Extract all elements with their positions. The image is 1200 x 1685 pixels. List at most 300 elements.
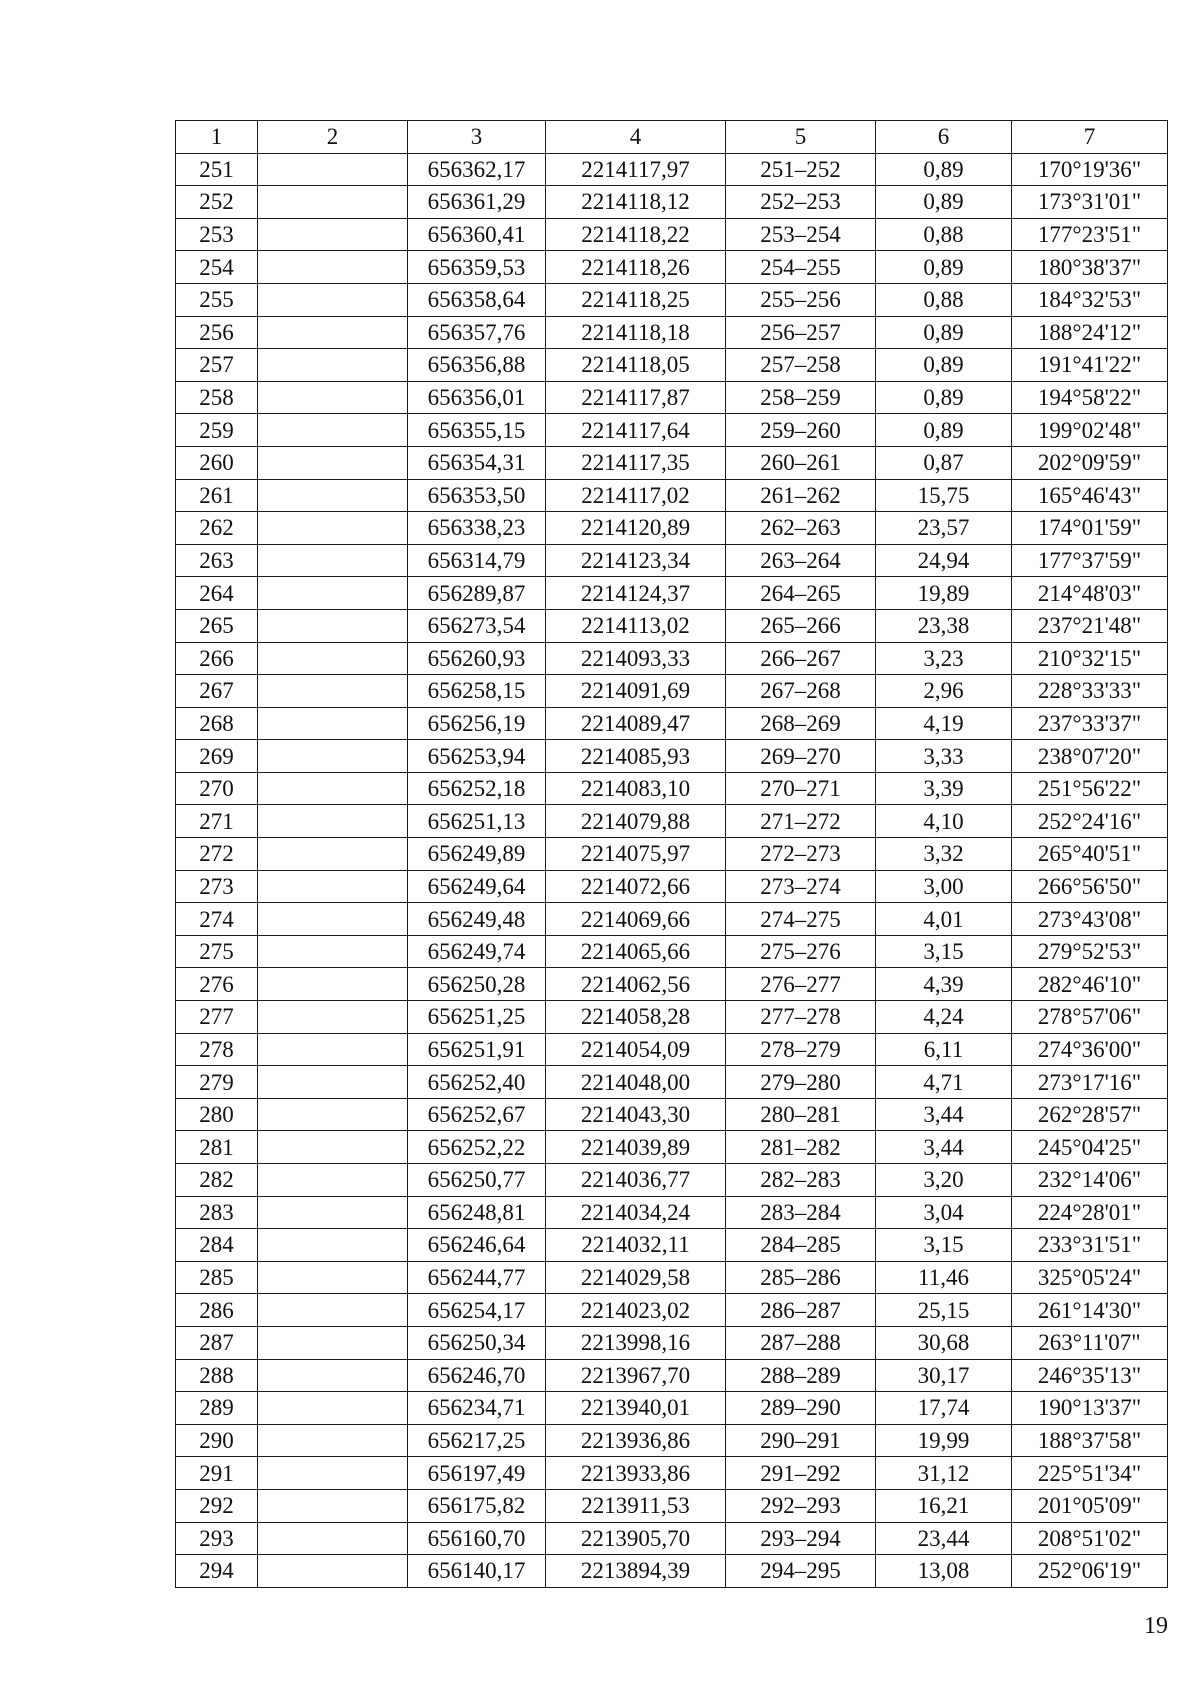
cell-point-note bbox=[258, 316, 408, 349]
cell-bearing: 188°37'58" bbox=[1012, 1424, 1168, 1457]
cell-segment: 274–275 bbox=[726, 903, 876, 936]
cell-coordinate-x: 656362,17 bbox=[408, 153, 546, 186]
cell-bearing: 201°05'09" bbox=[1012, 1489, 1168, 1522]
cell-distance: 4,01 bbox=[876, 903, 1012, 936]
cell-point-number: 278 bbox=[176, 1033, 258, 1066]
cell-coordinate-x: 656354,31 bbox=[408, 446, 546, 479]
table-row bbox=[176, 740, 1168, 773]
cell-coordinate-y: 2214124,37 bbox=[546, 577, 726, 610]
cell-coordinate-y: 2214085,93 bbox=[546, 740, 726, 773]
cell-distance: 23,38 bbox=[876, 609, 1012, 642]
cell-distance: 3,39 bbox=[876, 772, 1012, 805]
cell-segment: 291–292 bbox=[726, 1457, 876, 1490]
cell-bearing: 251°56'22" bbox=[1012, 772, 1168, 805]
cell-coordinate-y: 2214039,89 bbox=[546, 1131, 726, 1164]
cell-point-note bbox=[258, 577, 408, 610]
cell-bearing: 261°14'30" bbox=[1012, 1294, 1168, 1327]
cell-distance: 4,19 bbox=[876, 707, 1012, 740]
header-cell-3: 3 bbox=[408, 121, 546, 154]
cell-coordinate-y: 2213905,70 bbox=[546, 1522, 726, 1555]
cell-bearing: 170°19'36" bbox=[1012, 153, 1168, 186]
cell-coordinate-y: 2214118,22 bbox=[546, 218, 726, 251]
cell-segment: 282–283 bbox=[726, 1164, 876, 1197]
cell-segment: 258–259 bbox=[726, 381, 876, 414]
table-row bbox=[176, 251, 1168, 284]
cell-bearing: 273°17'16" bbox=[1012, 1066, 1168, 1099]
cell-coordinate-x: 656252,22 bbox=[408, 1131, 546, 1164]
cell-coordinate-y: 2214079,88 bbox=[546, 805, 726, 838]
table-row bbox=[176, 381, 1168, 414]
cell-segment: 276–277 bbox=[726, 968, 876, 1001]
cell-point-number: 285 bbox=[176, 1261, 258, 1294]
cell-distance: 11,46 bbox=[876, 1261, 1012, 1294]
table-row bbox=[176, 349, 1168, 382]
cell-point-note bbox=[258, 1489, 408, 1522]
cell-bearing: 191°41'22" bbox=[1012, 349, 1168, 382]
cell-distance: 3,33 bbox=[876, 740, 1012, 773]
cell-point-number: 294 bbox=[176, 1555, 258, 1588]
cell-segment: 273–274 bbox=[726, 870, 876, 903]
cell-coordinate-y: 2214032,11 bbox=[546, 1229, 726, 1262]
cell-distance: 4,10 bbox=[876, 805, 1012, 838]
cell-coordinate-y: 2214117,64 bbox=[546, 414, 726, 447]
cell-segment: 266–267 bbox=[726, 642, 876, 675]
cell-point-note bbox=[258, 153, 408, 186]
cell-point-number: 275 bbox=[176, 935, 258, 968]
cell-bearing: 177°37'59" bbox=[1012, 544, 1168, 577]
cell-coordinate-y: 2214118,26 bbox=[546, 251, 726, 284]
cell-coordinate-x: 656246,70 bbox=[408, 1359, 546, 1392]
cell-point-note bbox=[258, 1522, 408, 1555]
cell-point-number: 272 bbox=[176, 838, 258, 871]
cell-distance: 2,96 bbox=[876, 675, 1012, 708]
cell-segment: 287–288 bbox=[726, 1326, 876, 1359]
cell-coordinate-x: 656175,82 bbox=[408, 1489, 546, 1522]
cell-segment: 280–281 bbox=[726, 1098, 876, 1131]
cell-bearing: 274°36'00" bbox=[1012, 1033, 1168, 1066]
cell-bearing: 278°57'06" bbox=[1012, 1001, 1168, 1034]
cell-coordinate-x: 656353,50 bbox=[408, 479, 546, 512]
cell-distance: 3,15 bbox=[876, 935, 1012, 968]
cell-bearing: 199°02'48" bbox=[1012, 414, 1168, 447]
cell-coordinate-x: 656250,34 bbox=[408, 1326, 546, 1359]
table-row bbox=[176, 707, 1168, 740]
cell-bearing: 233°31'51" bbox=[1012, 1229, 1168, 1262]
cell-coordinate-y: 2214069,66 bbox=[546, 903, 726, 936]
cell-coordinate-y: 2214029,58 bbox=[546, 1261, 726, 1294]
cell-bearing: 237°21'48" bbox=[1012, 609, 1168, 642]
cell-segment: 264–265 bbox=[726, 577, 876, 610]
cell-point-note bbox=[258, 1294, 408, 1327]
table-row bbox=[176, 838, 1168, 871]
table-row bbox=[176, 1555, 1168, 1588]
table-row bbox=[176, 1359, 1168, 1392]
cell-segment: 253–254 bbox=[726, 218, 876, 251]
cell-coordinate-y: 2214118,18 bbox=[546, 316, 726, 349]
cell-point-number: 282 bbox=[176, 1164, 258, 1197]
cell-distance: 0,89 bbox=[876, 381, 1012, 414]
table-row bbox=[176, 642, 1168, 675]
cell-point-number: 287 bbox=[176, 1326, 258, 1359]
cell-bearing: 210°32'15" bbox=[1012, 642, 1168, 675]
cell-distance: 30,68 bbox=[876, 1326, 1012, 1359]
cell-segment: 272–273 bbox=[726, 838, 876, 871]
cell-distance: 13,08 bbox=[876, 1555, 1012, 1588]
cell-point-number: 269 bbox=[176, 740, 258, 773]
cell-bearing: 262°28'57" bbox=[1012, 1098, 1168, 1131]
cell-point-note bbox=[258, 251, 408, 284]
cell-segment: 261–262 bbox=[726, 479, 876, 512]
cell-segment: 268–269 bbox=[726, 707, 876, 740]
table-row bbox=[176, 675, 1168, 708]
cell-distance: 19,89 bbox=[876, 577, 1012, 610]
cell-coordinate-x: 656359,53 bbox=[408, 251, 546, 284]
cell-point-number: 257 bbox=[176, 349, 258, 382]
cell-coordinate-y: 2214072,66 bbox=[546, 870, 726, 903]
cell-point-note bbox=[258, 186, 408, 219]
cell-point-number: 290 bbox=[176, 1424, 258, 1457]
cell-point-note bbox=[258, 1033, 408, 1066]
cell-point-note bbox=[258, 838, 408, 871]
cell-bearing: 273°43'08" bbox=[1012, 903, 1168, 936]
cell-point-number: 265 bbox=[176, 609, 258, 642]
cell-coordinate-x: 656355,15 bbox=[408, 414, 546, 447]
cell-coordinate-y: 2214093,33 bbox=[546, 642, 726, 675]
cell-segment: 290–291 bbox=[726, 1424, 876, 1457]
cell-bearing: 237°33'37" bbox=[1012, 707, 1168, 740]
cell-bearing: 232°14'06" bbox=[1012, 1164, 1168, 1197]
cell-point-note bbox=[258, 642, 408, 675]
cell-point-note bbox=[258, 1424, 408, 1457]
cell-segment: 270–271 bbox=[726, 772, 876, 805]
cell-point-note bbox=[258, 740, 408, 773]
cell-point-note bbox=[258, 772, 408, 805]
cell-segment: 269–270 bbox=[726, 740, 876, 773]
cell-coordinate-y: 2214023,02 bbox=[546, 1294, 726, 1327]
cell-distance: 24,94 bbox=[876, 544, 1012, 577]
cell-point-number: 263 bbox=[176, 544, 258, 577]
cell-segment: 267–268 bbox=[726, 675, 876, 708]
cell-point-number: 255 bbox=[176, 283, 258, 316]
cell-point-note bbox=[258, 1359, 408, 1392]
table-row bbox=[176, 512, 1168, 545]
cell-coordinate-y: 2214036,77 bbox=[546, 1164, 726, 1197]
cell-bearing: 202°09'59" bbox=[1012, 446, 1168, 479]
cell-point-number: 262 bbox=[176, 512, 258, 545]
cell-point-note bbox=[258, 1131, 408, 1164]
cell-bearing: 173°31'01" bbox=[1012, 186, 1168, 219]
header-cell-7: 7 bbox=[1012, 121, 1168, 154]
cell-distance: 0,88 bbox=[876, 218, 1012, 251]
coordinates-table bbox=[175, 120, 1168, 1588]
cell-coordinate-y: 2213933,86 bbox=[546, 1457, 726, 1490]
cell-coordinate-x: 656244,77 bbox=[408, 1261, 546, 1294]
table-row bbox=[176, 218, 1168, 251]
cell-bearing: 279°52'53" bbox=[1012, 935, 1168, 968]
cell-coordinate-y: 2213911,53 bbox=[546, 1489, 726, 1522]
table-row bbox=[176, 283, 1168, 316]
cell-point-number: 277 bbox=[176, 1001, 258, 1034]
cell-bearing: 208°51'02" bbox=[1012, 1522, 1168, 1555]
cell-point-number: 261 bbox=[176, 479, 258, 512]
cell-segment: 286–287 bbox=[726, 1294, 876, 1327]
cell-bearing: 282°46'10" bbox=[1012, 968, 1168, 1001]
cell-point-note bbox=[258, 1392, 408, 1425]
cell-coordinate-y: 2214048,00 bbox=[546, 1066, 726, 1099]
cell-point-number: 286 bbox=[176, 1294, 258, 1327]
cell-coordinate-x: 656249,74 bbox=[408, 935, 546, 968]
cell-point-note bbox=[258, 609, 408, 642]
cell-bearing: 188°24'12" bbox=[1012, 316, 1168, 349]
cell-distance: 4,39 bbox=[876, 968, 1012, 1001]
cell-point-number: 288 bbox=[176, 1359, 258, 1392]
cell-point-note bbox=[258, 1261, 408, 1294]
table-row bbox=[176, 479, 1168, 512]
cell-coordinate-x: 656234,71 bbox=[408, 1392, 546, 1425]
cell-point-number: 273 bbox=[176, 870, 258, 903]
cell-coordinate-x: 656251,25 bbox=[408, 1001, 546, 1034]
cell-coordinate-y: 2214089,47 bbox=[546, 707, 726, 740]
cell-coordinate-x: 656197,49 bbox=[408, 1457, 546, 1490]
table-row bbox=[176, 1001, 1168, 1034]
cell-point-number: 266 bbox=[176, 642, 258, 675]
table-row bbox=[176, 1294, 1168, 1327]
table-row bbox=[176, 414, 1168, 447]
table-row bbox=[176, 1522, 1168, 1555]
table-row bbox=[176, 446, 1168, 479]
cell-point-note bbox=[258, 1164, 408, 1197]
cell-bearing: 194°58'22" bbox=[1012, 381, 1168, 414]
table-body bbox=[176, 153, 1168, 1587]
cell-coordinate-x: 656140,17 bbox=[408, 1555, 546, 1588]
cell-distance: 19,99 bbox=[876, 1424, 1012, 1457]
cell-coordinate-y: 2214034,24 bbox=[546, 1196, 726, 1229]
cell-bearing: 238°07'20" bbox=[1012, 740, 1168, 773]
cell-point-note bbox=[258, 903, 408, 936]
cell-point-number: 284 bbox=[176, 1229, 258, 1262]
cell-coordinate-x: 656250,28 bbox=[408, 968, 546, 1001]
table-row bbox=[176, 1196, 1168, 1229]
cell-point-number: 267 bbox=[176, 675, 258, 708]
cell-segment: 259–260 bbox=[726, 414, 876, 447]
cell-coordinate-x: 656252,40 bbox=[408, 1066, 546, 1099]
cell-point-note bbox=[258, 544, 408, 577]
cell-distance: 3,23 bbox=[876, 642, 1012, 675]
cell-distance: 17,74 bbox=[876, 1392, 1012, 1425]
cell-segment: 281–282 bbox=[726, 1131, 876, 1164]
table-row bbox=[176, 1457, 1168, 1490]
cell-point-note bbox=[258, 1229, 408, 1262]
cell-segment: 288–289 bbox=[726, 1359, 876, 1392]
cell-coordinate-x: 656254,17 bbox=[408, 1294, 546, 1327]
cell-bearing: 225°51'34" bbox=[1012, 1457, 1168, 1490]
cell-coordinate-y: 2214083,10 bbox=[546, 772, 726, 805]
cell-distance: 0,87 bbox=[876, 446, 1012, 479]
cell-distance: 4,24 bbox=[876, 1001, 1012, 1034]
cell-distance: 30,17 bbox=[876, 1359, 1012, 1392]
cell-point-number: 256 bbox=[176, 316, 258, 349]
table-row bbox=[176, 1424, 1168, 1457]
cell-distance: 3,44 bbox=[876, 1098, 1012, 1131]
table-row bbox=[176, 577, 1168, 610]
cell-point-number: 293 bbox=[176, 1522, 258, 1555]
cell-coordinate-x: 656217,25 bbox=[408, 1424, 546, 1457]
table-row bbox=[176, 1392, 1168, 1425]
cell-point-number: 270 bbox=[176, 772, 258, 805]
cell-point-note bbox=[258, 1001, 408, 1034]
cell-coordinate-y: 2214065,66 bbox=[546, 935, 726, 968]
cell-point-number: 259 bbox=[176, 414, 258, 447]
cell-distance: 0,89 bbox=[876, 349, 1012, 382]
cell-point-note bbox=[258, 1066, 408, 1099]
cell-segment: 284–285 bbox=[726, 1229, 876, 1262]
table-row bbox=[176, 1066, 1168, 1099]
cell-coordinate-x: 656289,87 bbox=[408, 577, 546, 610]
cell-bearing: 252°24'16" bbox=[1012, 805, 1168, 838]
cell-coordinate-x: 656252,18 bbox=[408, 772, 546, 805]
cell-point-note bbox=[258, 675, 408, 708]
cell-coordinate-x: 656360,41 bbox=[408, 218, 546, 251]
cell-bearing: 266°56'50" bbox=[1012, 870, 1168, 903]
cell-coordinate-y: 2214117,87 bbox=[546, 381, 726, 414]
cell-distance: 0,89 bbox=[876, 186, 1012, 219]
cell-point-note bbox=[258, 968, 408, 1001]
cell-segment: 260–261 bbox=[726, 446, 876, 479]
table-row bbox=[176, 1098, 1168, 1131]
cell-point-number: 251 bbox=[176, 153, 258, 186]
cell-point-note bbox=[258, 1555, 408, 1588]
cell-distance: 31,12 bbox=[876, 1457, 1012, 1490]
cell-coordinate-x: 656251,13 bbox=[408, 805, 546, 838]
cell-bearing: 177°23'51" bbox=[1012, 218, 1168, 251]
cell-distance: 23,57 bbox=[876, 512, 1012, 545]
table-row bbox=[176, 1229, 1168, 1262]
cell-coordinate-x: 656314,79 bbox=[408, 544, 546, 577]
cell-point-note bbox=[258, 1457, 408, 1490]
cell-distance: 3,32 bbox=[876, 838, 1012, 871]
cell-point-note bbox=[258, 446, 408, 479]
cell-segment: 292–293 bbox=[726, 1489, 876, 1522]
cell-segment: 283–284 bbox=[726, 1196, 876, 1229]
cell-distance: 6,11 bbox=[876, 1033, 1012, 1066]
table-row bbox=[176, 805, 1168, 838]
cell-bearing: 180°38'37" bbox=[1012, 251, 1168, 284]
table-row bbox=[176, 186, 1168, 219]
cell-coordinate-y: 2213894,39 bbox=[546, 1555, 726, 1588]
table-row bbox=[176, 1489, 1168, 1522]
cell-coordinate-x: 656253,94 bbox=[408, 740, 546, 773]
cell-distance: 25,15 bbox=[876, 1294, 1012, 1327]
cell-segment: 251–252 bbox=[726, 153, 876, 186]
cell-point-number: 252 bbox=[176, 186, 258, 219]
cell-point-number: 260 bbox=[176, 446, 258, 479]
header-row bbox=[176, 121, 1168, 154]
cell-coordinate-y: 2213998,16 bbox=[546, 1326, 726, 1359]
cell-point-number: 271 bbox=[176, 805, 258, 838]
cell-point-number: 281 bbox=[176, 1131, 258, 1164]
header-cell-4: 4 bbox=[546, 121, 726, 154]
table-row bbox=[176, 935, 1168, 968]
cell-segment: 289–290 bbox=[726, 1392, 876, 1425]
cell-segment: 257–258 bbox=[726, 349, 876, 382]
cell-coordinate-y: 2214120,89 bbox=[546, 512, 726, 545]
cell-segment: 271–272 bbox=[726, 805, 876, 838]
cell-coordinate-y: 2214117,02 bbox=[546, 479, 726, 512]
cell-point-number: 276 bbox=[176, 968, 258, 1001]
cell-coordinate-y: 2214062,56 bbox=[546, 968, 726, 1001]
cell-distance: 3,00 bbox=[876, 870, 1012, 903]
cell-coordinate-x: 656160,70 bbox=[408, 1522, 546, 1555]
cell-segment: 265–266 bbox=[726, 609, 876, 642]
cell-coordinate-y: 2214043,30 bbox=[546, 1098, 726, 1131]
cell-bearing: 184°32'53" bbox=[1012, 283, 1168, 316]
table-row bbox=[176, 544, 1168, 577]
cell-point-number: 253 bbox=[176, 218, 258, 251]
cell-segment: 262–263 bbox=[726, 512, 876, 545]
table-row bbox=[176, 1326, 1168, 1359]
cell-point-number: 292 bbox=[176, 1489, 258, 1522]
cell-point-number: 274 bbox=[176, 903, 258, 936]
cell-distance: 0,89 bbox=[876, 414, 1012, 447]
cell-coordinate-y: 2214054,09 bbox=[546, 1033, 726, 1066]
cell-distance: 15,75 bbox=[876, 479, 1012, 512]
cell-coordinate-x: 656249,89 bbox=[408, 838, 546, 871]
table-row bbox=[176, 1033, 1168, 1066]
cell-point-note bbox=[258, 414, 408, 447]
cell-bearing: 224°28'01" bbox=[1012, 1196, 1168, 1229]
cell-coordinate-y: 2214091,69 bbox=[546, 675, 726, 708]
header-cell-6: 6 bbox=[876, 121, 1012, 154]
cell-distance: 3,44 bbox=[876, 1131, 1012, 1164]
cell-distance: 4,71 bbox=[876, 1066, 1012, 1099]
table-header bbox=[176, 121, 1168, 154]
cell-segment: 255–256 bbox=[726, 283, 876, 316]
cell-bearing: 245°04'25" bbox=[1012, 1131, 1168, 1164]
cell-point-number: 254 bbox=[176, 251, 258, 284]
cell-point-note bbox=[258, 1098, 408, 1131]
cell-distance: 3,04 bbox=[876, 1196, 1012, 1229]
cell-distance: 3,20 bbox=[876, 1164, 1012, 1197]
cell-coordinate-y: 2214118,25 bbox=[546, 283, 726, 316]
cell-segment: 277–278 bbox=[726, 1001, 876, 1034]
cell-bearing: 246°35'13" bbox=[1012, 1359, 1168, 1392]
cell-point-number: 289 bbox=[176, 1392, 258, 1425]
cell-segment: 279–280 bbox=[726, 1066, 876, 1099]
cell-bearing: 228°33'33" bbox=[1012, 675, 1168, 708]
cell-point-number: 279 bbox=[176, 1066, 258, 1099]
table-row bbox=[176, 1261, 1168, 1294]
cell-segment: 293–294 bbox=[726, 1522, 876, 1555]
cell-segment: 275–276 bbox=[726, 935, 876, 968]
cell-bearing: 325°05'24" bbox=[1012, 1261, 1168, 1294]
cell-segment: 263–264 bbox=[726, 544, 876, 577]
header-cell-2: 2 bbox=[258, 121, 408, 154]
cell-coordinate-x: 656256,19 bbox=[408, 707, 546, 740]
cell-point-note bbox=[258, 935, 408, 968]
table-row bbox=[176, 316, 1168, 349]
cell-point-note bbox=[258, 870, 408, 903]
cell-point-note bbox=[258, 479, 408, 512]
cell-distance: 0,89 bbox=[876, 251, 1012, 284]
table-row bbox=[176, 772, 1168, 805]
cell-segment: 278–279 bbox=[726, 1033, 876, 1066]
cell-bearing: 174°01'59" bbox=[1012, 512, 1168, 545]
cell-distance: 0,88 bbox=[876, 283, 1012, 316]
table-row bbox=[176, 870, 1168, 903]
cell-segment: 285–286 bbox=[726, 1261, 876, 1294]
cell-point-note bbox=[258, 805, 408, 838]
cell-coordinate-x: 656248,81 bbox=[408, 1196, 546, 1229]
